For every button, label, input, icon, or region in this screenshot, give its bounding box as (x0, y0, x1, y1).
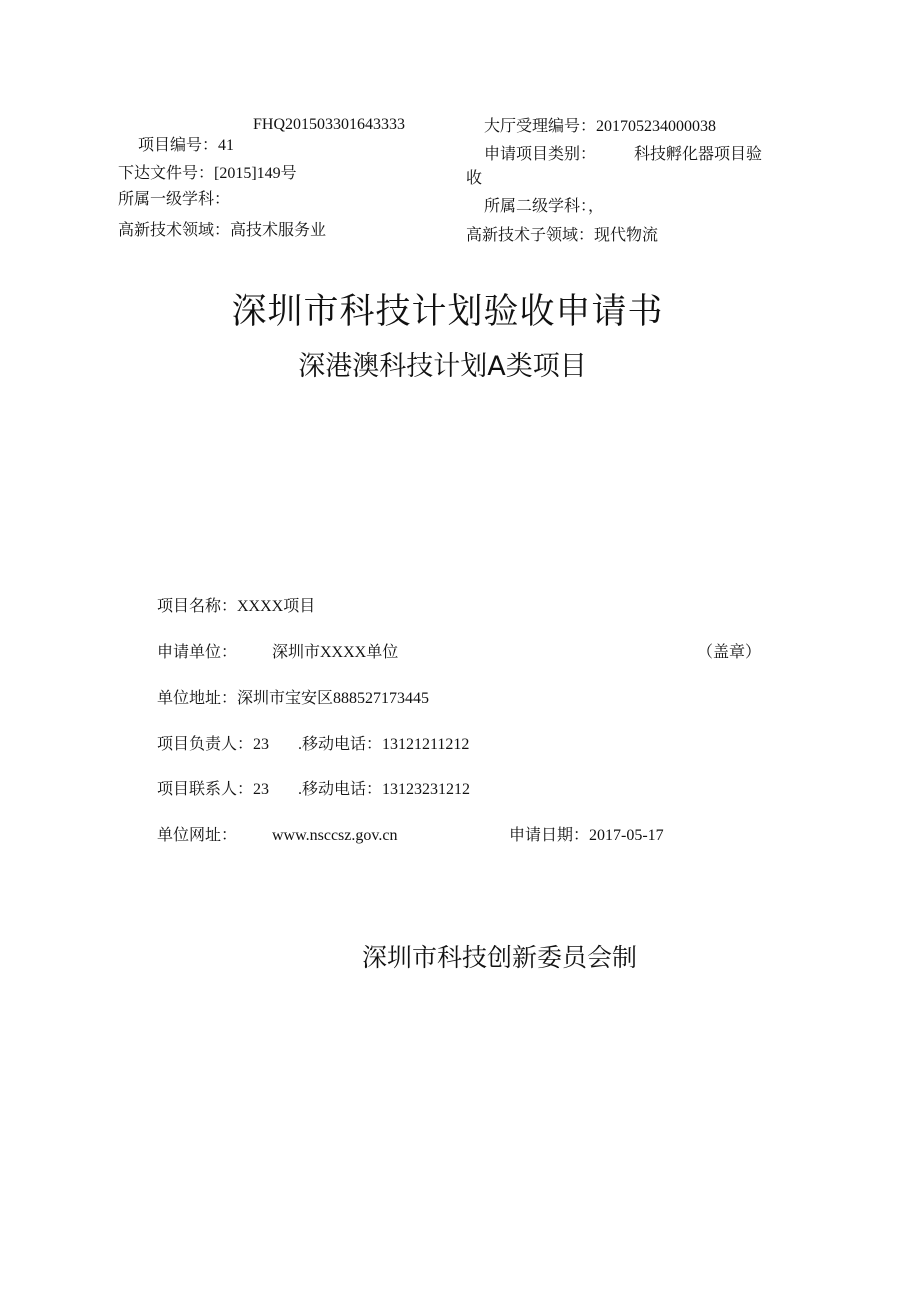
applicant-value: 深圳市XXXX单位 (272, 644, 399, 661)
hall-acceptance-number: 大厅受理编号：201705234000038 (484, 118, 717, 135)
project-category-label: 申请项目类别： (484, 146, 597, 163)
document-number: 下达文件号：[2015]149号 (118, 165, 297, 182)
project-category-value: 科技孵化器项目验 (634, 146, 763, 163)
project-contact: 项目联系人：23 (157, 781, 270, 798)
project-category-wrap: 收 (466, 170, 483, 187)
website-label: 单位网址： (157, 827, 238, 844)
level1-subject: 所属一级学科： (118, 191, 231, 208)
level2-subject: 所属二级学科：， (484, 198, 605, 215)
project-name: 项目名称：XXXX项目 (157, 598, 316, 615)
applicant-label: 申请单位： (157, 644, 238, 661)
project-number: 项目编号：41 (138, 137, 235, 154)
project-contact-phone: .移动电话：13123231212 (298, 781, 471, 798)
issuer: 深圳市科技创新委员会制 (362, 943, 638, 972)
project-leader: 项目负责人：23 (157, 736, 270, 753)
seal-note: （盖章） (697, 644, 762, 661)
apply-date: 申请日期：2017-05-17 (509, 827, 664, 844)
page-title: 深圳市科技计划验收申请书 (231, 292, 664, 332)
hightech-field: 高新技术领域：高技术服务业 (118, 222, 327, 239)
project-leader-phone: .移动电话：13121211212 (298, 736, 470, 753)
hightech-subfield: 高新技术子领域：现代物流 (466, 227, 659, 244)
unit-address: 单位地址：深圳市宝安区888527173445 (157, 690, 430, 707)
fhq-code: FHQ201503301643333 (253, 116, 406, 133)
website-value: www.nsccsz.gov.cn (272, 827, 398, 844)
page-subtitle: 深港澳科技计划A类项目 (298, 351, 587, 382)
